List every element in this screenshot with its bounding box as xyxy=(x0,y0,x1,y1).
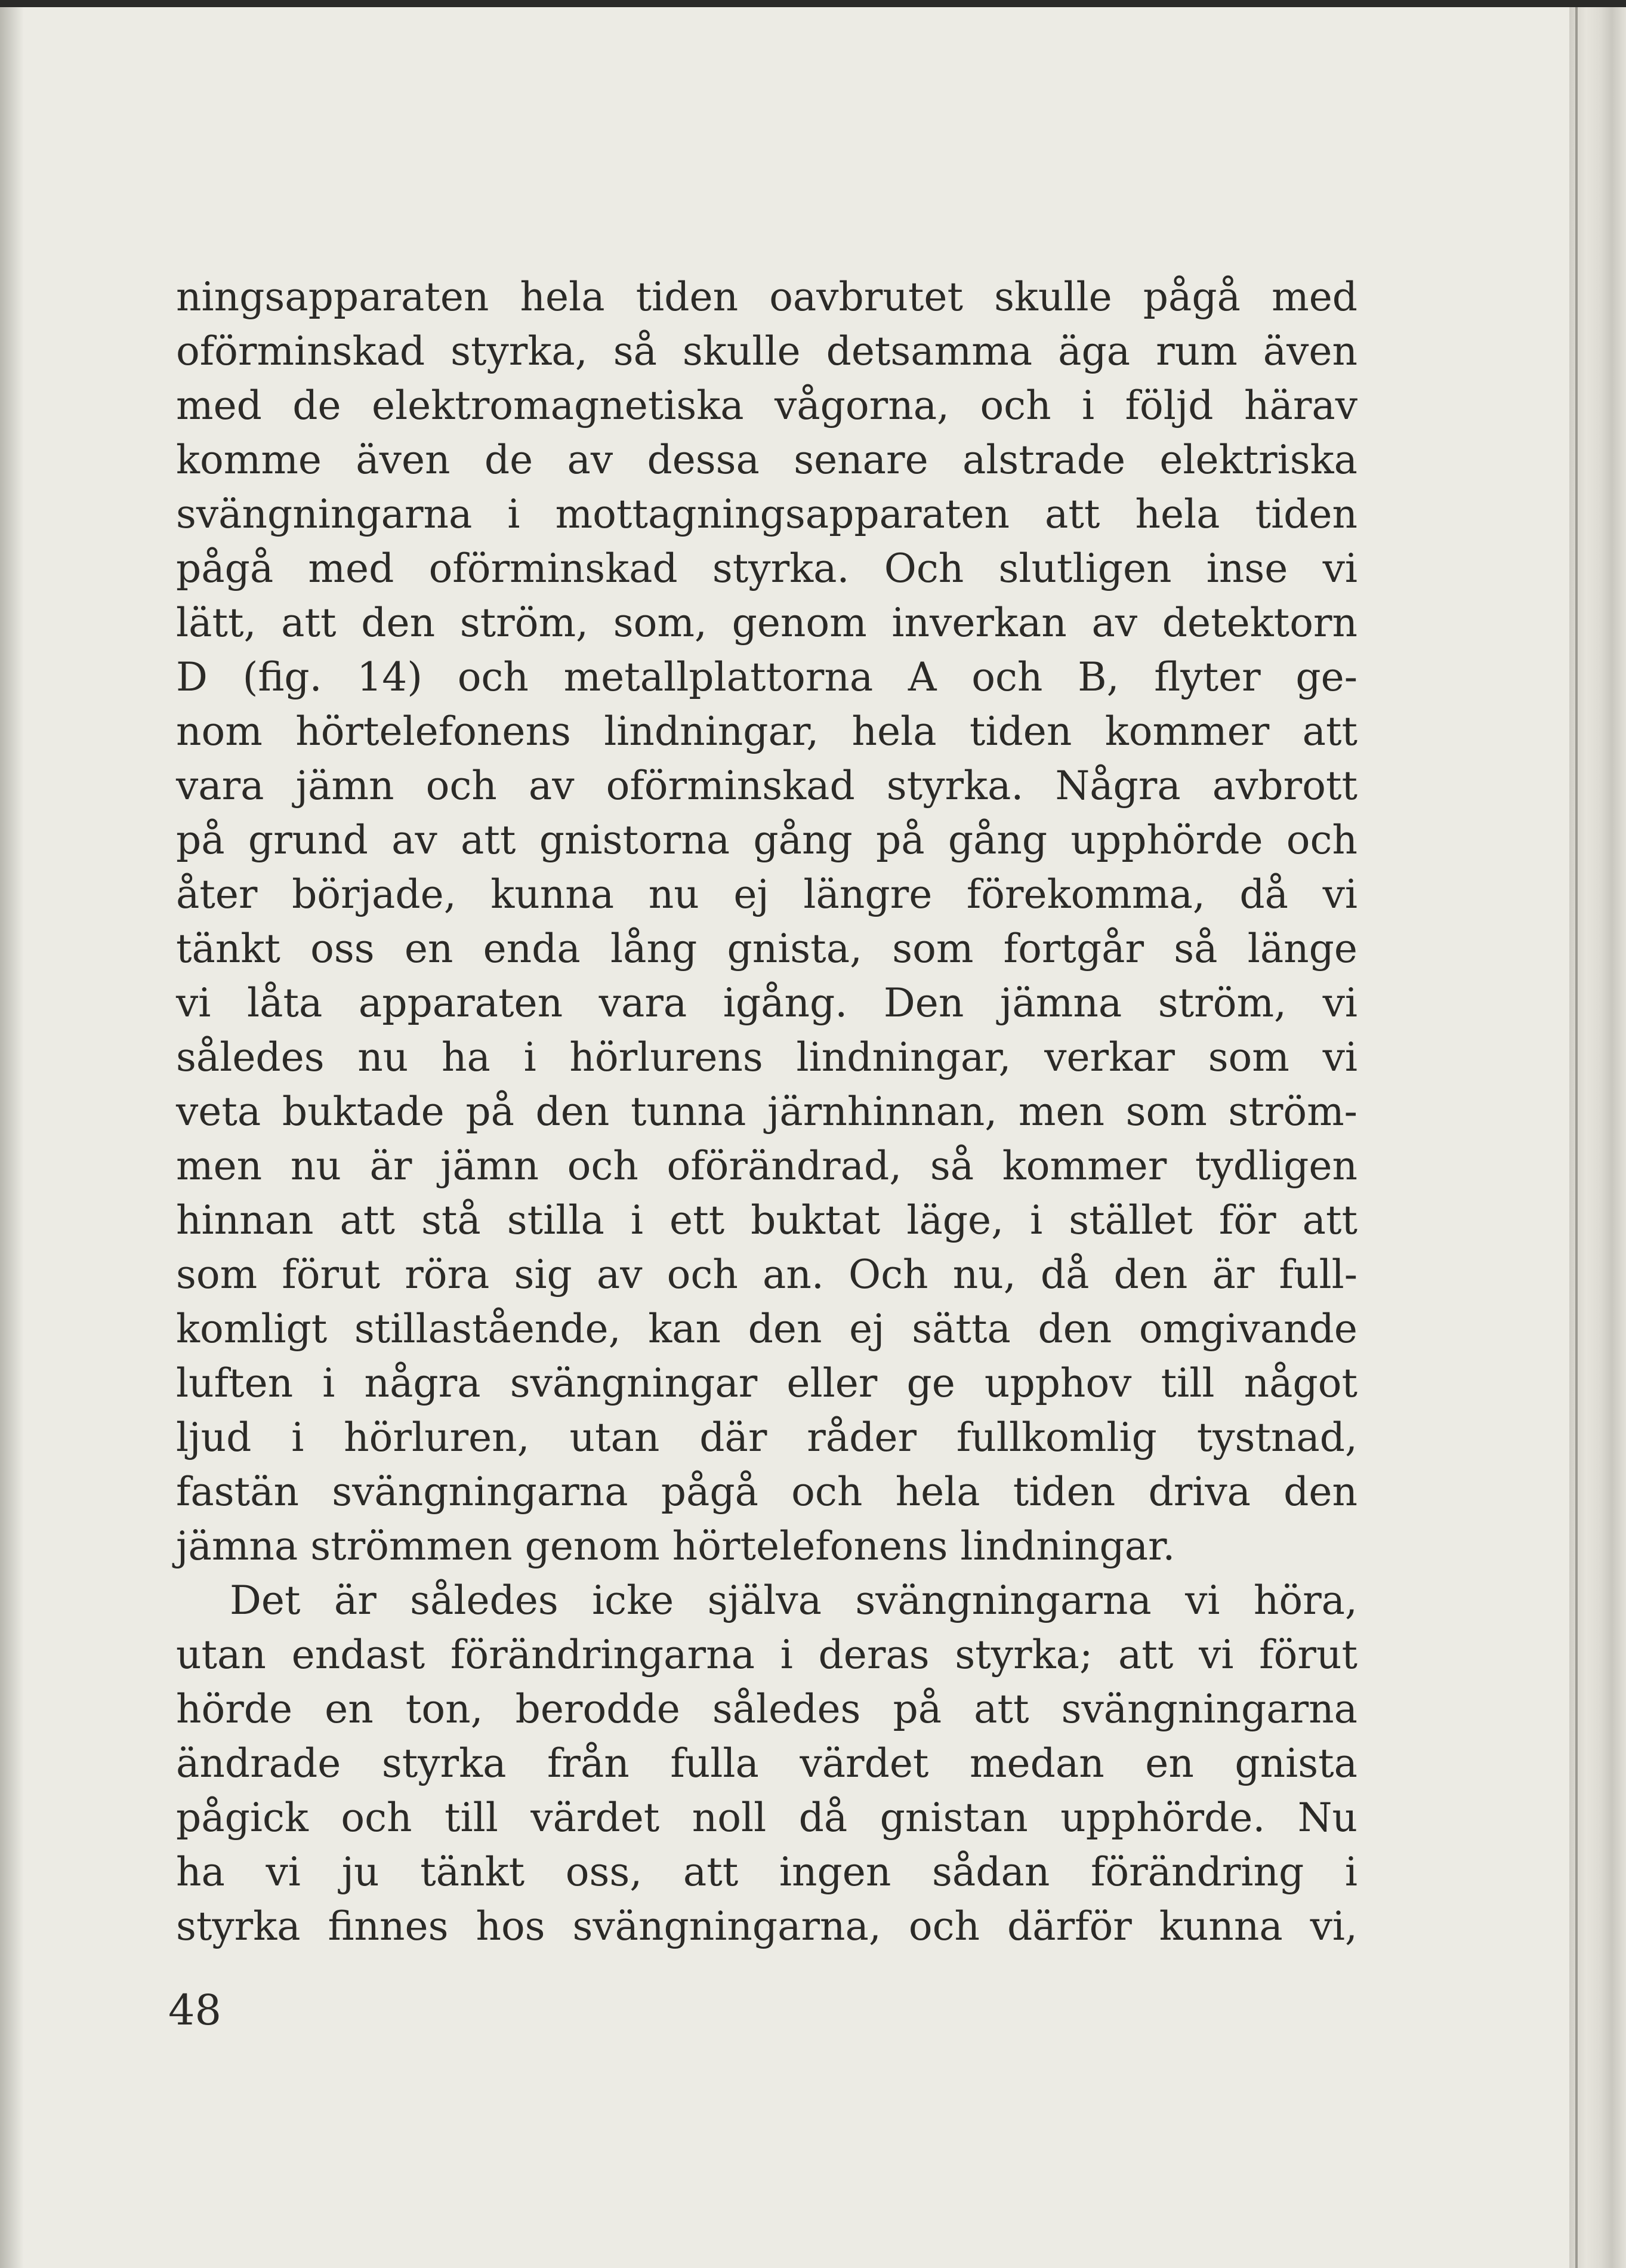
text-line: ningsapparaten hela tiden oavbrutet skulle pågå med xyxy=(176,274,1357,320)
text-line: pågick och till värdet noll då gnistan upphörde. Nu xyxy=(176,1795,1357,1841)
text-line: på grund av att gnistorna gång på gång upphörde och xyxy=(176,817,1357,863)
page-edge-shadow xyxy=(0,7,24,2268)
text-line: D (fig. 14) och metallplattorna A och B, flyter ge- xyxy=(176,654,1357,700)
text-line: ändrade styrka från fulla värdet medan en gnista xyxy=(176,1740,1357,1786)
text-line: fastän svängningarna pågå och hela tiden driva den xyxy=(176,1469,1357,1515)
text-line: Det är således icke själva svängningarna vi höra, xyxy=(230,1577,1357,1623)
text-line: således nu ha i hörlurens lindningar, verkar som vi xyxy=(176,1034,1357,1080)
text-line: lätt, att den ström, som, genom inverkan av detektorn xyxy=(176,600,1357,646)
page-number: 48 xyxy=(168,1986,222,2035)
text-line: pågå med oförminskad styrka. Och slutligen inse vi xyxy=(176,546,1357,591)
text-line: tänkt oss en enda lång gnista, som fortgår så länge xyxy=(176,926,1357,972)
text-line: svängningarna i mottagningsapparaten att hela tiden xyxy=(176,491,1357,537)
text-line: oförminskad styrka, så skulle detsamma äga rum även xyxy=(176,328,1357,374)
text-line: vi låta apparaten vara igång. Den jämna ström, vi xyxy=(176,980,1357,1026)
text-line: ha vi ju tänkt oss, att ingen sådan förändring i xyxy=(176,1849,1357,1895)
body-text xyxy=(176,270,1357,1953)
text-line: ljud i hörluren, utan där råder fullkomlig tystnad, xyxy=(176,1415,1357,1460)
text-line: med de elektromagnetiska vågorna, och i följd härav xyxy=(176,383,1357,429)
text-line: styrka finnes hos svängningarna, och därför kunna vi, xyxy=(176,1903,1357,1949)
text-line: komme även de av dessa senare alstrade elektriska xyxy=(176,437,1357,483)
text-line: utan endast förändringarna i deras styrka; att vi förut xyxy=(176,1632,1357,1678)
text-line: komligt stillastående, kan den ej sätta den omgivande xyxy=(176,1306,1357,1352)
text-line: åter började, kunna nu ej längre förekomma, då vi xyxy=(176,871,1357,917)
text-line: veta buktade på den tunna järnhinnan, men som ström- xyxy=(176,1089,1357,1135)
text-line: vara jämn och av oförminskad styrka. Några avbrott xyxy=(176,763,1357,809)
book-gutter xyxy=(1569,7,1626,2268)
text-line: hörde en ton, berodde således på att svängningarna xyxy=(176,1686,1357,1732)
text-line: som förut röra sig av och an. Och nu, då den är full- xyxy=(176,1252,1357,1298)
gutter-fold-line xyxy=(1575,7,1578,2268)
text-line: hinnan att stå stilla i ett buktat läge, i stället för att xyxy=(176,1197,1357,1243)
book-top-edge xyxy=(0,0,1626,7)
text-line: jämna strömmen genom hörtelefonens lindningar. xyxy=(176,1523,1175,1569)
book-page xyxy=(0,7,1569,2268)
text-line: men nu är jämn och oförändrad, så kommer tydligen xyxy=(176,1143,1357,1189)
text-line: nom hörtelefonens lindningar, hela tiden kommer att xyxy=(176,708,1357,754)
text-line: luften i några svängningar eller ge upphov till något xyxy=(176,1360,1357,1406)
